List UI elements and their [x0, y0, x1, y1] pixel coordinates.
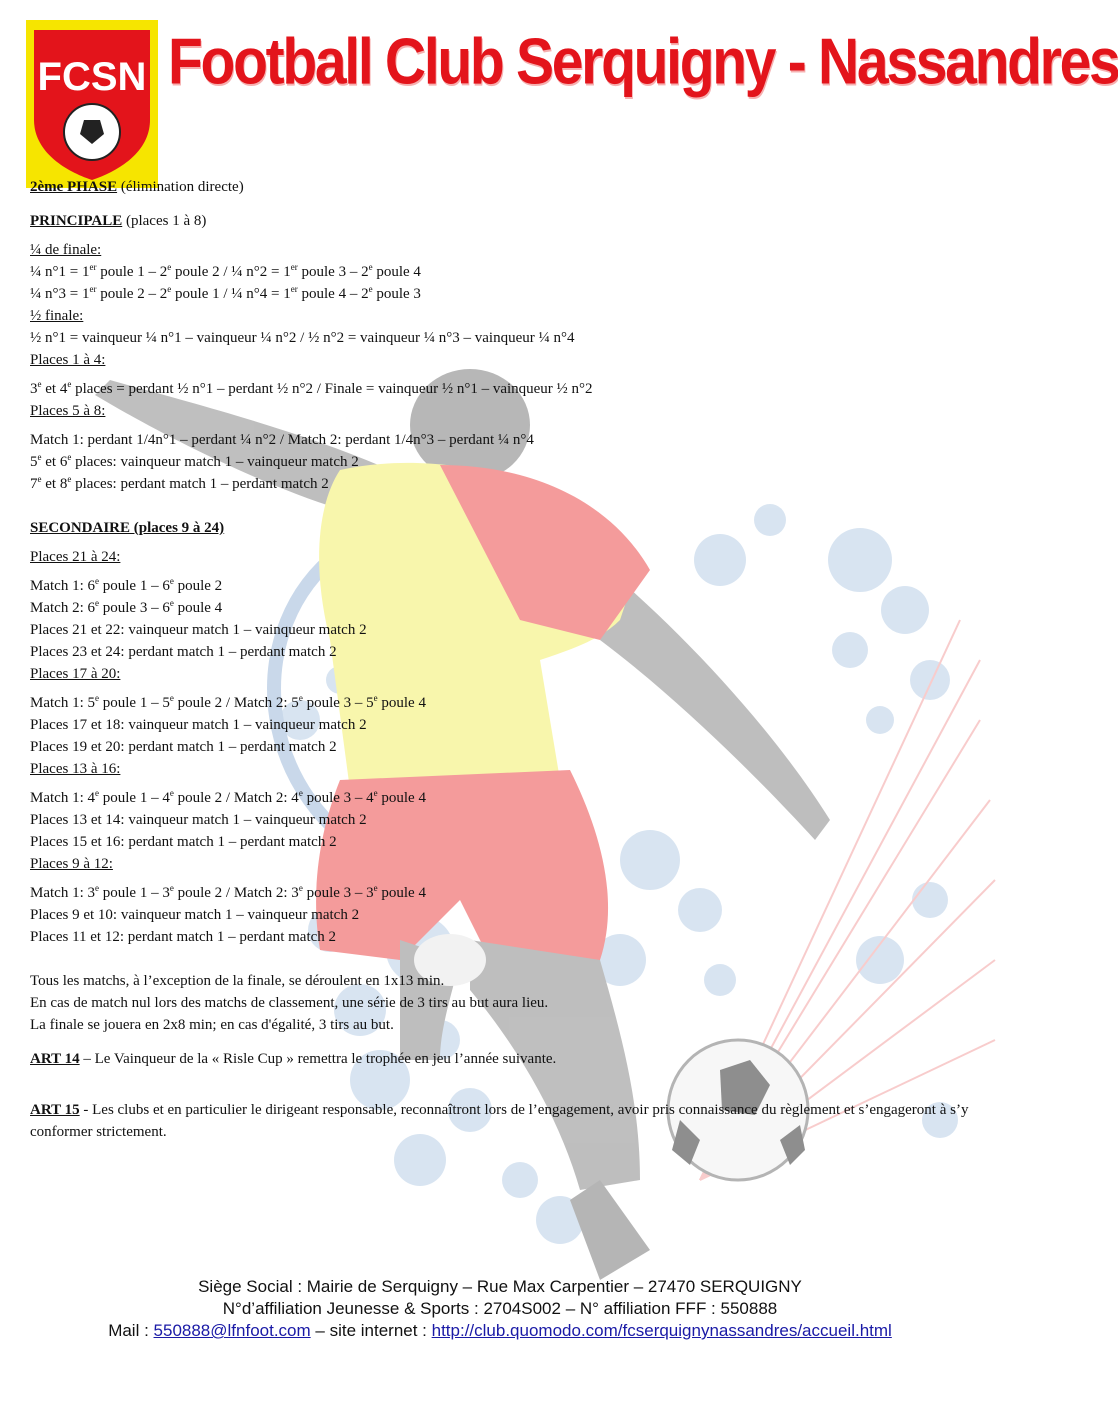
rules-line-1: Tous les matchs, à l’exception de la finale, se déroulent en 1x13 min.	[30, 973, 445, 989]
quarter-final-title: ¼ de finale:	[30, 242, 102, 258]
logo-text: FCSN	[37, 55, 147, 99]
rules-line-3: La finale se jouera en 2x8 min; en cas d'égalité, 3 tirs au but.	[30, 1017, 394, 1033]
places-17-20-line-2: Places 17 et 18: vainqueur match 1 – vainqueur match 2	[30, 717, 367, 733]
regulation-content	[30, 176, 980, 1143]
footer	[0, 1276, 1000, 1342]
places-13-16-line-3: Places 15 et 16: perdant match 1 – perdant match 2	[30, 834, 337, 850]
places-9-12-line-1: Match 1: 3e poule 1 – 3e poule 2 / Match 2: 3e poule 3 – 3e poule 4	[30, 883, 426, 901]
art-14	[30, 1048, 980, 1070]
places-21-24-title: Places 21 à 24:	[30, 549, 121, 565]
semi-final-line: ½ n°1 = vainqueur ¼ n°1 – vainqueur ¼ n°2 / ½ n°2 = vainqueur ¼ n°3 – vainqueur ¼ n°4	[30, 330, 575, 346]
mail-link[interactable]: 550888@lfnfoot.com	[153, 1321, 311, 1340]
secondaire-title: SECONDAIRE (places 9 à 24)	[30, 520, 225, 536]
places-1-4-title: Places 1 à 4:	[30, 352, 106, 368]
club-name: Football Club Serquigny - Nassandres	[168, 25, 1118, 99]
places-5-8-title: Places 5 à 8:	[30, 403, 106, 419]
phase-heading	[30, 176, 980, 198]
places-9-12-line-3: Places 11 et 12: perdant match 1 – perdant match 2	[30, 929, 337, 945]
places-1-4-line: 3e et 4e places = perdant ½ n°1 – perdant ½ n°2 / Finale = vainqueur ½ n°1 – vainqueur ½ n°2	[30, 379, 593, 397]
art-15-label: ART 15	[30, 1102, 80, 1118]
art-15	[30, 1099, 975, 1143]
places-21-24-line-4: Places 23 et 24: perdant match 1 – perdant match 2	[30, 644, 337, 660]
site-label: – site internet :	[310, 1321, 432, 1340]
places-17-20-line-1: Match 1: 5e poule 1 – 5e poule 2 / Match 2: 5e poule 3 – 5e poule 4	[30, 693, 426, 711]
art-15-text: - Les clubs et en particulier le dirigeant responsable, reconnaîtront lors de l’engagement, avoir pris connaissance du règlement et s’engageront à s’y conformer strictement.	[30, 1102, 969, 1140]
footer-affiliation: N°d’affiliation Jeunesse & Sports : 2704S002 – N° affiliation FFF : 550888	[222, 1299, 778, 1318]
places-21-24-line-3: Places 21 et 22: vainqueur match 1 – vainqueur match 2	[30, 622, 367, 638]
footer-contact	[0, 1320, 1000, 1342]
art-14-label: ART 14	[30, 1051, 80, 1067]
places-13-16-line-2: Places 13 et 14: vainqueur match 1 – vainqueur match 2	[30, 812, 367, 828]
website-link[interactable]: http://club.quomodo.com/fcserquignynassandres/accueil.html	[431, 1321, 892, 1340]
places-13-16-title: Places 13 à 16:	[30, 761, 121, 777]
semi-final-title: ½ finale:	[30, 308, 84, 324]
footer-address: Siège Social : Mairie de Serquigny – Rue Max Carpentier – 27470 SERQUIGNY	[198, 1277, 802, 1296]
places-17-20-line-3: Places 19 et 20: perdant match 1 – perdant match 2	[30, 739, 337, 755]
places-9-12-title: Places 9 à 12:	[30, 856, 113, 872]
rules-line-2: En cas de match nul lors des matchs de classement, une série de 3 tirs au but aura lieu.	[30, 995, 549, 1011]
places-5-8-line-2: 5e et 6e places: vainqueur match 1 – vainqueur match 2	[30, 452, 359, 470]
club-logo	[26, 20, 158, 188]
places-17-20-title: Places 17 à 20:	[30, 666, 121, 682]
principale-title: PRINCIPALE	[30, 213, 123, 229]
places-21-24-line-2: Match 2: 6e poule 3 – 6e poule 4	[30, 598, 223, 616]
places-9-12-line-2: Places 9 et 10: vainqueur match 1 – vainqueur match 2	[30, 907, 360, 923]
places-21-24-line-1: Match 1: 6e poule 1 – 6e poule 2	[30, 576, 223, 594]
phase-title: 2ème PHASE	[30, 179, 118, 195]
places-5-8-line-1: Match 1: perdant 1/4n°1 – perdant ¼ n°2 / Match 2: perdant 1/4n°3 – perdant ¼ n°4	[30, 432, 534, 448]
mail-label: Mail :	[108, 1321, 154, 1340]
quarter-line-1: ¼ n°1 = 1er poule 1 – 2e poule 2 / ¼ n°2 = 1er poule 3 – 2e poule 4	[30, 262, 421, 280]
places-13-16-line-1: Match 1: 4e poule 1 – 4e poule 2 / Match 2: 4e poule 3 – 4e poule 4	[30, 788, 426, 806]
places-5-8-line-3: 7e et 8e places: perdant match 1 – perdant match 2	[30, 474, 329, 492]
principale-subtitle: (places 1 à 8)	[125, 213, 207, 229]
principale-heading	[30, 210, 980, 232]
phase-subtitle: (élimination directe)	[120, 179, 244, 195]
art-14-text: – Le Vainqueur de la « Risle Cup » remettra le trophée en jeu l’année suivante.	[79, 1051, 557, 1067]
quarter-line-2: ¼ n°3 = 1er poule 2 – 2e poule 1 / ¼ n°4 = 1er poule 4 – 2e poule 3	[30, 284, 421, 302]
